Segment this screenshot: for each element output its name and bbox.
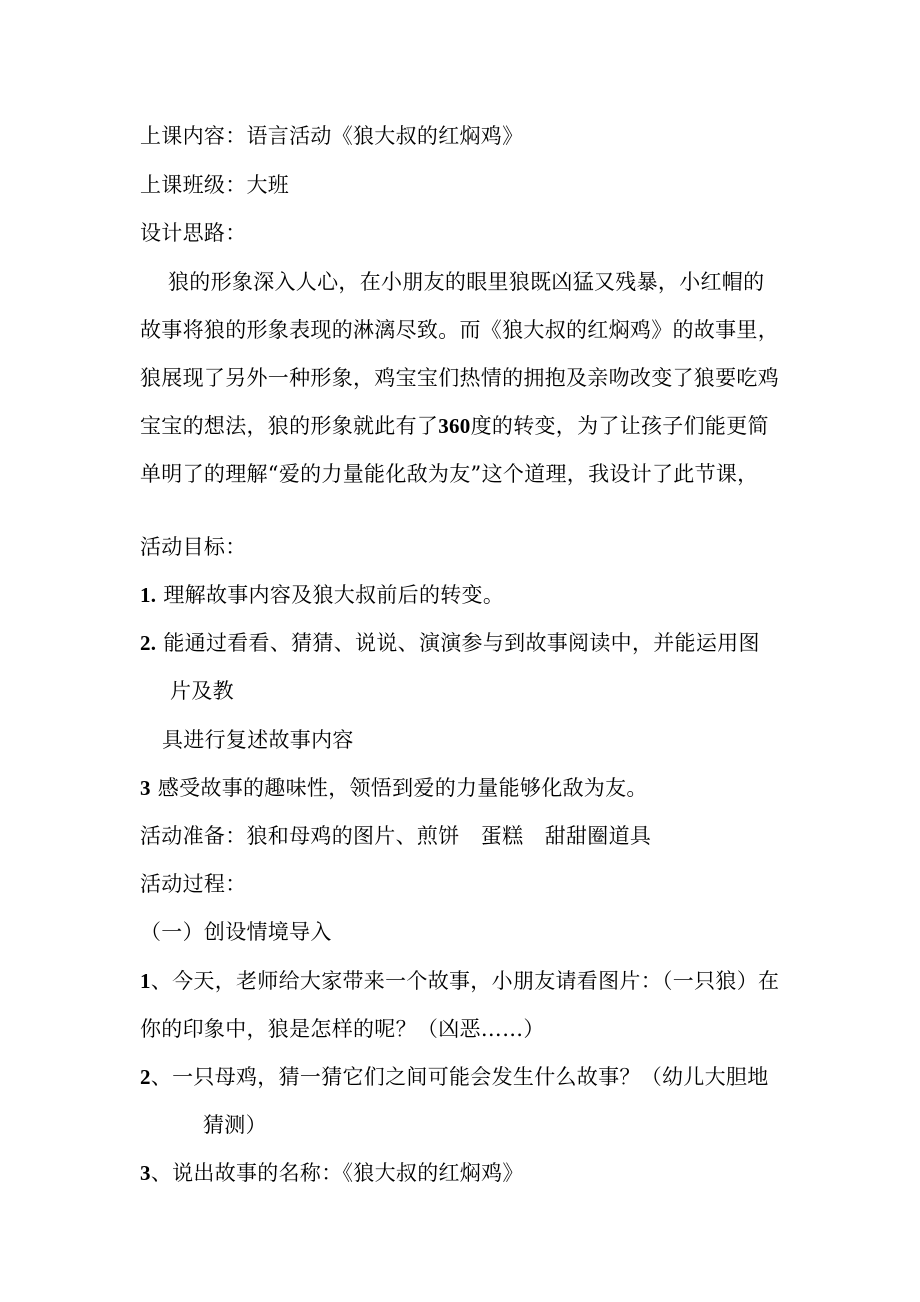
goal-item-2-continuation-2: 具进行复述故事内容 (162, 728, 354, 752)
class-level-line: 上课班级：大班 (140, 173, 290, 197)
process-step-1-continuation: 你的印象中，狼是怎样的呢？（凶恶……） (140, 1017, 545, 1041)
goals-title: 活动目标： (140, 535, 247, 559)
preparation-line: 活动准备：狼和母鸡的图片、煎饼 蛋糕 甜甜圈道具 (140, 824, 652, 848)
process-step-1 (140, 966, 779, 996)
goal-item-2-continuation-1: 片及教 (170, 679, 234, 703)
goal-item-2-text: 能通过看看、猜猜、说说、演演参与到故事阅读中，并能运用图 (163, 631, 760, 655)
design-paragraph-line-4-a: 宝宝的想法，狼的形象就此有了 (140, 414, 439, 438)
goal-item-2 (140, 628, 760, 658)
process-step-2 (140, 1062, 769, 1092)
process-step-2-continuation: 猜测） (203, 1113, 267, 1137)
process-step-3-text: 、说出故事的名称：《狼大叔的红焖鸡》 (150, 1161, 524, 1185)
goal-item-3-number: 3 (140, 776, 151, 800)
degree-number: 360 (438, 414, 471, 438)
goal-item-3-text: 感受故事的趣味性，领悟到爱的力量能够化敌为友。 (157, 776, 648, 800)
process-step-2-number: 2 (140, 1065, 151, 1089)
process-step-3-number: 3 (140, 1161, 151, 1185)
design-paragraph-line-2: 故事将狼的形象表现的淋漓尽致。而《狼大叔的红焖鸡》的故事里， (140, 318, 779, 342)
design-paragraph-line-4 (140, 411, 769, 441)
process-step-1-text: 、今天，老师给大家带来一个故事，小朋友请看图片：（一只狼）在 (150, 969, 780, 993)
goal-item-1 (140, 580, 504, 610)
design-paragraph-line-5: 单明了的理解“爱的力量能化敌为友”这个道理，我设计了此节课， (140, 462, 759, 486)
process-step-3 (140, 1158, 524, 1188)
process-step-2-text: 、一只母鸡，猜一猜它们之间可能会发生什么故事？（幼儿大胆地 (150, 1065, 769, 1089)
process-section-1: （一）创设情境导入 (140, 920, 332, 944)
design-paragraph-line-4-b: 度的转变，为了让孩子们能更简 (470, 414, 769, 438)
goal-item-1-number: 1. (140, 583, 157, 607)
process-step-1-number: 1 (140, 969, 151, 993)
goal-item-3 (140, 773, 648, 803)
design-paragraph-line-3: 狼展现了另外一种形象，鸡宝宝们热情的拥抱及亲吻改变了狼要吃鸡 (140, 366, 779, 390)
design-paragraph-line-1: 狼的形象深入人心，在小朋友的眼里狼既凶猛又残暴，小红帽的 (168, 270, 765, 294)
process-title: 活动过程： (140, 872, 247, 896)
goal-item-1-text: 理解故事内容及狼大叔前后的转变。 (163, 583, 505, 607)
design-title: 设计思路： (140, 221, 247, 245)
goal-item-2-number: 2. (140, 631, 157, 655)
lesson-content-line: 上课内容：语言活动《狼大叔的红焖鸡》 (140, 124, 524, 148)
